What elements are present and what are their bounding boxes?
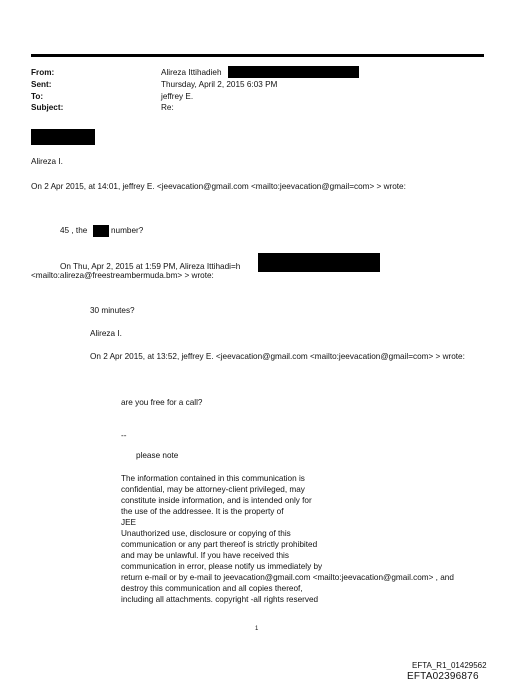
sent-label: Sent: <box>31 80 52 89</box>
disclaimer-line: communication or any part thereof is strictly prohibited <box>121 540 318 549</box>
quote-header: On Thu, Apr 2, 2015 at 1:59 PM, Alireza Ittihadi=h <box>60 262 241 271</box>
message-text: are you free for a call? <box>121 398 203 407</box>
header-rule <box>31 54 484 57</box>
disclaimer-line: including all attachments. copyright -all rights reserved <box>121 595 319 604</box>
message-text: 45 , the <box>60 226 88 235</box>
to-label: To: <box>31 92 44 101</box>
quote-header: <mailto:alireza@freestreambermuda.bm> > wrote: <box>31 271 214 280</box>
to-value: jeffrey E. <box>161 92 194 101</box>
message-text: 30 minutes? <box>90 306 135 315</box>
redaction-block <box>31 129 95 145</box>
redaction-block <box>228 66 359 78</box>
quote-header: On 2 Apr 2015, at 14:01, jeffrey E. <jeevacation@gmail.com <mailto:jeevacation@gmail=com> > wrote: <box>31 182 406 191</box>
note-heading: please note <box>136 451 179 460</box>
redaction-block <box>93 225 109 237</box>
from-label: From: <box>31 68 55 77</box>
subject-label: Subject: <box>31 103 64 112</box>
subject-value: Re: <box>161 103 174 112</box>
disclaimer-line: destroy this communication and all copies thereof, <box>121 584 303 593</box>
signature: Alireza I. <box>90 329 122 338</box>
signature: Alireza I. <box>31 157 63 166</box>
disclaimer-line: The information contained in this communication is <box>121 474 305 483</box>
disclaimer-line: Unauthorized use, disclosure or copying of this <box>121 529 291 538</box>
page-number: 1 <box>255 626 259 632</box>
redaction-block <box>258 253 380 272</box>
disclaimer-line: and may be unlawful. If you have received this <box>121 551 289 560</box>
bates-number: EFTA02396876 <box>407 671 479 682</box>
signature-separator: -- <box>121 431 127 440</box>
disclaimer-line: the use of the addressee. It is the property of <box>121 507 284 516</box>
from-value: Alireza Ittihadieh <box>161 68 222 77</box>
sent-value: Thursday, April 2, 2015 6:03 PM <box>161 80 278 89</box>
bates-number: EFTA_R1_01429562 <box>412 661 487 670</box>
disclaimer-line: communication in error, please notify us immediately by <box>121 562 323 571</box>
disclaimer-line: constitute inside information, and is intended only for <box>121 496 312 505</box>
disclaimer-line: return e-mail or by e-mail to jeevacation@gmail.com <mailto:jeevacation@gmail.com> , and <box>121 573 454 582</box>
disclaimer-line: confidential, may be attorney-client privileged, may <box>121 485 305 494</box>
quote-header: On 2 Apr 2015, at 13:52, jeffrey E. <jeevacation@gmail.com <mailto:jeevacation@gmail=com> > wrote: <box>90 352 465 361</box>
disclaimer-line: JEE <box>121 518 137 527</box>
message-text: number? <box>111 226 144 235</box>
